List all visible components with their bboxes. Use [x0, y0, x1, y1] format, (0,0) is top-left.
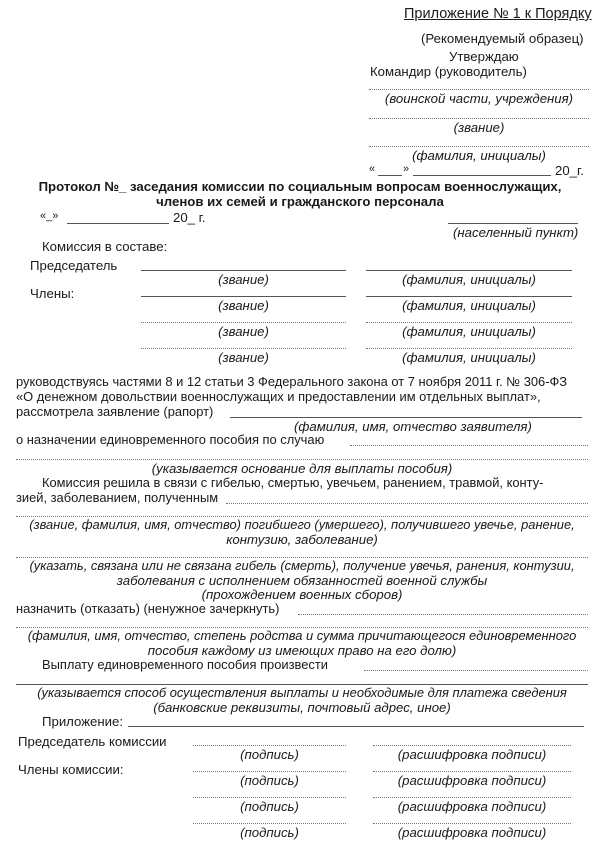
member1-rank-field[interactable] [141, 296, 346, 297]
member1-signature-hint: (подпись) [240, 773, 299, 788]
place-hint: (населенный пункт) [453, 225, 579, 240]
sign-chair-label: Председатель комиссии [18, 734, 167, 749]
assign-field[interactable] [298, 614, 588, 615]
member2-name-hint: (фамилия, инициалы) [402, 324, 536, 339]
protocol-day: «_» [40, 210, 59, 222]
member2-signature-hint: (подпись) [240, 799, 299, 814]
member2-rank-field[interactable] [141, 322, 346, 323]
protocol-title: Протокол №_ заседания комиссии по социальным вопросам военнослужащих, [38, 179, 562, 194]
person-hint-line2: контузию, заболевание) [226, 532, 378, 547]
commander-rank-field[interactable] [369, 118, 589, 119]
assign-label: назначить (отказать) (ненужное зачеркнуть) [16, 601, 280, 616]
recipients-hint-line2: пособия каждому из имеющих право на его долю) [147, 643, 457, 658]
payment-hint-line2: (банковские реквизиты, почтовый адрес, иное) [153, 700, 451, 715]
commission-intro: Комиссия в составе: [42, 239, 168, 254]
attachment-field[interactable] [128, 726, 584, 727]
member3-signature-hint: (подпись) [240, 825, 299, 840]
member3-name-hint: (фамилия, инициалы) [402, 350, 536, 365]
relation-hint-line1: (указать, связана или не связана гибель (смерть), получение увечья, ранения, контузии, [29, 558, 575, 573]
appendix-title: Приложение № 1 к Порядку [404, 6, 592, 22]
member3-decode-hint: (расшифровка подписи) [397, 825, 547, 840]
benefit-basis-hint: (указывается основание для выплаты пособия) [151, 461, 453, 476]
commander-name-hint: (фамилия, инициалы) [412, 148, 546, 163]
benefit-case-field-2[interactable] [16, 459, 588, 460]
member1-name-hint: (фамилия, инициалы) [402, 298, 536, 313]
basis-paragraph-line3: рассмотрела заявление (рапорт) [16, 404, 214, 419]
chair-rank-hint: (звание) [218, 272, 269, 287]
applicant-field[interactable] [230, 417, 582, 418]
members-label: Члены: [30, 286, 75, 301]
protocol-subtitle: членов их семей и гражданского персонала [156, 194, 444, 209]
member1-signature-field[interactable] [193, 771, 346, 772]
sample-note: (Рекомендуемый образец) [421, 31, 584, 46]
approve-date-close: » [403, 163, 410, 175]
member1-name-field[interactable] [366, 296, 572, 297]
benefit-case-label: о назначении единовременного пособия по случаю [16, 432, 325, 447]
member3-name-field[interactable] [366, 348, 572, 349]
chair-signature-field[interactable] [193, 745, 346, 746]
relation-hint-line3: (прохождением военных сборов) [201, 587, 403, 602]
decision-line1: Комиссия решила в связи с гибелью, смертью, увечьем, ранением, травмой, конту- [42, 475, 544, 490]
member2-signature-field[interactable] [193, 797, 346, 798]
protocol-month-field[interactable] [67, 223, 169, 224]
recipients-hint-line1: (фамилия, имя, отчество, степень родства и сумма причитающегося единовременного [27, 628, 577, 643]
chair-name-field[interactable] [366, 270, 572, 271]
commander-name-field[interactable] [369, 146, 589, 147]
place-field[interactable] [448, 223, 578, 224]
person-hint-line1: (звание, фамилия, имя, отчество) погибшего (умершего), получившего увечье, ранение, [29, 517, 575, 532]
benefit-case-field[interactable] [350, 445, 588, 446]
approve-label: Утверждаю [449, 49, 519, 64]
attachment-label: Приложение: [42, 714, 124, 729]
basis-paragraph-line2: «О денежном довольствии военнослужащих и предоставлении им отдельных выплат», [16, 389, 541, 404]
payment-field[interactable] [364, 670, 588, 671]
approve-year: 20_г. [555, 163, 584, 178]
member2-decode-field[interactable] [373, 797, 571, 798]
member2-decode-hint: (расшифровка подписи) [397, 799, 547, 814]
payment-hint-line1: (указывается способ осуществления выплаты и необходимые для платежа сведения [37, 685, 567, 700]
member1-rank-hint: (звание) [218, 298, 269, 313]
chair-decode-hint: (расшифровка подписи) [397, 747, 547, 762]
chair-rank-field[interactable] [141, 270, 346, 271]
relation-hint-line2: заболевания с исполнением обязанностей военной службы [116, 573, 488, 588]
chair-decode-field[interactable] [373, 745, 571, 746]
commander-rank-hint: (звание) [453, 120, 505, 135]
unit-hint: (воинской части, учреждения) [384, 91, 574, 106]
injury-field[interactable] [226, 503, 588, 504]
sign-members-label: Члены комиссии: [18, 762, 124, 777]
applicant-hint: (фамилия, имя, отчество заявителя) [294, 419, 532, 434]
approve-month-field[interactable] [413, 175, 551, 176]
chair-signature-hint: (подпись) [240, 747, 299, 762]
member1-decode-hint: (расшифровка подписи) [397, 773, 547, 788]
commander-label: Командир (руководитель) [370, 64, 527, 79]
decision-line2: зией, заболеванием, полученным [16, 490, 219, 505]
member2-rank-hint: (звание) [218, 324, 269, 339]
payment-label: Выплату единовременного пособия произвести [42, 657, 328, 672]
member3-decode-field[interactable] [373, 823, 571, 824]
member1-decode-field[interactable] [373, 771, 571, 772]
chair-name-hint: (фамилия, инициалы) [402, 272, 536, 287]
approve-date-open: « [369, 163, 376, 175]
chair-label: Председатель [30, 258, 118, 273]
unit-field[interactable] [369, 89, 589, 90]
protocol-year: 20_ г. [173, 210, 206, 225]
basis-paragraph-line1: руководствуясь частями 8 и 12 статьи 3 Федерального закона от 7 ноября 2011 г. № 306-ФЗ [16, 374, 568, 389]
member3-rank-field[interactable] [141, 348, 346, 349]
member3-rank-hint: (звание) [218, 350, 269, 365]
approve-day-field[interactable] [378, 175, 402, 176]
member2-name-field[interactable] [366, 322, 572, 323]
member3-signature-field[interactable] [193, 823, 346, 824]
